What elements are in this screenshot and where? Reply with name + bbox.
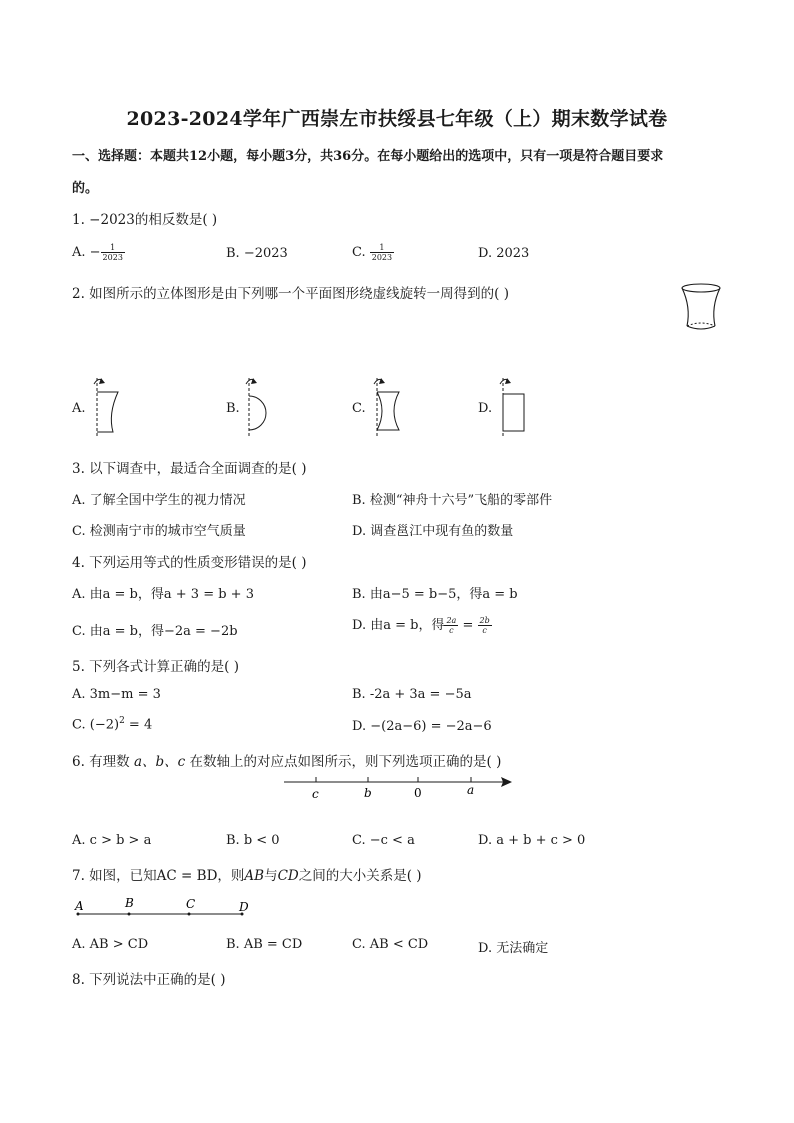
q3-stem: 3. 以下调查中，最适合全面调查的是( ) xyxy=(72,461,307,477)
q1-option-a-fraction xyxy=(101,243,125,262)
q6-option-b: B. b < 0 xyxy=(226,833,280,848)
q5-option-c xyxy=(72,716,152,732)
q7-stem-pre: 7. 如图，已知AC = BD，则 xyxy=(72,868,245,884)
q2-option-c-figure xyxy=(368,374,408,440)
q2-solid-figure xyxy=(678,282,724,332)
q6-number-line xyxy=(282,770,516,800)
fraction-denominator: 2023 xyxy=(371,253,393,262)
q7-point-c: C xyxy=(186,897,196,911)
q3-option-d: D. 调查邕江中现有鱼的数量 xyxy=(352,524,514,539)
q7-stem xyxy=(72,864,422,884)
q5-option-d: D. −(2a−6) = −2a−6 xyxy=(352,719,492,734)
fraction-numerator: 1 xyxy=(370,243,394,253)
q6-label-b: b xyxy=(364,786,372,800)
fraction-numerator: 2b xyxy=(479,616,490,625)
q2-stem: 2. 如图所示的立体图形是由下列哪一个平面图形绕虚线旋转一周得到的( ) xyxy=(72,286,509,302)
q7-stem-cd: CD xyxy=(277,868,299,884)
q7-stem-ab: AB xyxy=(244,868,265,884)
q3-option-b: B. 检测“神舟十六号”飞船的零部件 xyxy=(352,493,553,508)
q1-option-a-label: A. − xyxy=(72,245,101,260)
q4-option-c: C. 由a = b，得−2a = −2b xyxy=(72,624,238,639)
q6-option-c: C. −c < a xyxy=(352,833,415,848)
q6-option-d: D. a + b + c > 0 xyxy=(478,833,586,848)
q8-stem: 8. 下列说法中正确的是( ) xyxy=(72,972,226,988)
q1-option-c-fraction xyxy=(370,243,394,262)
fraction-numerator: 1 xyxy=(101,243,125,253)
q5-option-c-prefix: C. (−2) xyxy=(72,717,120,733)
q1-option-a xyxy=(72,243,125,262)
q6-stem-post: 在数轴上的对应点如图所示，则下列选项正确的是( ) xyxy=(185,754,502,770)
q6-stem-pre: 6. 有理数 xyxy=(72,754,134,770)
q1-option-c-label: C. xyxy=(352,245,370,260)
q7-option-d: D. 无法确定 xyxy=(478,941,549,956)
page-title: 2023-2024学年广西崇左市扶绥县七年级（上）期末数学试卷 xyxy=(126,108,668,130)
q7-point-b: B xyxy=(125,896,134,910)
q5-stem: 5. 下列各式计算正确的是( ) xyxy=(72,659,239,675)
q4-option-a: A. 由a = b，得a + 3 = b + 3 xyxy=(72,587,254,602)
q5-option-b: B. -2a + 3a = −5a xyxy=(352,687,472,702)
q6-label-c: c xyxy=(312,787,319,801)
q1-option-c xyxy=(352,243,394,262)
fraction-denominator: c xyxy=(482,626,487,635)
q4-option-d-equals: = xyxy=(458,618,478,633)
q7-option-c: C. AB < CD xyxy=(352,937,429,952)
q5-option-a: A. 3m−m = 3 xyxy=(72,687,161,702)
q1-option-d: D. 2023 xyxy=(478,246,530,261)
q4-option-d-fraction-1 xyxy=(444,616,458,635)
q4-option-b: B. 由a−5 = b−5，得a = b xyxy=(352,587,518,602)
q7-stem-mid: 与 xyxy=(264,868,278,884)
q3-option-a: A. 了解全国中学生的视力情况 xyxy=(72,493,246,508)
fraction-denominator: c xyxy=(449,626,454,635)
q2-option-a-label: A. xyxy=(72,401,86,416)
fraction-denominator: 2023 xyxy=(102,253,123,262)
q4-stem: 4. 下列运用等式的性质变形错误的是( ) xyxy=(72,555,307,571)
q4-option-d-fraction-2 xyxy=(478,616,492,635)
q7-stem-post: 之间的大小关系是( ) xyxy=(298,868,422,884)
q6-label-a: a xyxy=(467,783,475,797)
q7-segment-figure xyxy=(72,894,262,920)
section-header-line2: 的。 xyxy=(72,181,99,196)
q4-option-d xyxy=(352,614,492,635)
q4-option-d-prefix: D. 由a = b，得 xyxy=(352,618,445,633)
q2-option-a-figure xyxy=(88,374,128,440)
q1-stem: 1. −2023的相反数是( ) xyxy=(72,212,218,228)
q2-option-d-label: D. xyxy=(478,401,493,416)
q1-option-b: B. −2023 xyxy=(226,246,288,261)
section-header-line1: 一、选择题：本题共12小题，每小题3分，共36分。在每小题给出的选项中，只有一项是符合题目要求 xyxy=(72,149,664,164)
q2-option-d-figure xyxy=(494,374,534,440)
q7-point-a: A xyxy=(75,899,84,913)
q2-option-b-label: B. xyxy=(226,401,240,416)
q2-option-c-label: C. xyxy=(352,401,366,416)
q3-option-c: C. 检测南宁市的城市空气质量 xyxy=(72,524,246,539)
q6-stem-vars: a、b、c xyxy=(133,754,186,770)
q2-option-b-figure xyxy=(240,374,280,440)
q7-option-a: A. AB > CD xyxy=(72,937,149,952)
fraction-numerator: 2a xyxy=(446,616,457,625)
q5-option-c-exponent: 2 xyxy=(119,716,125,726)
q6-label-zero: 0 xyxy=(414,786,422,800)
q7-option-b: B. AB = CD xyxy=(226,937,303,952)
q6-stem xyxy=(72,750,501,770)
q7-point-d: D xyxy=(239,900,249,914)
q6-option-a: A. c > b > a xyxy=(72,833,152,848)
q5-option-c-suffix: = 4 xyxy=(124,717,153,733)
